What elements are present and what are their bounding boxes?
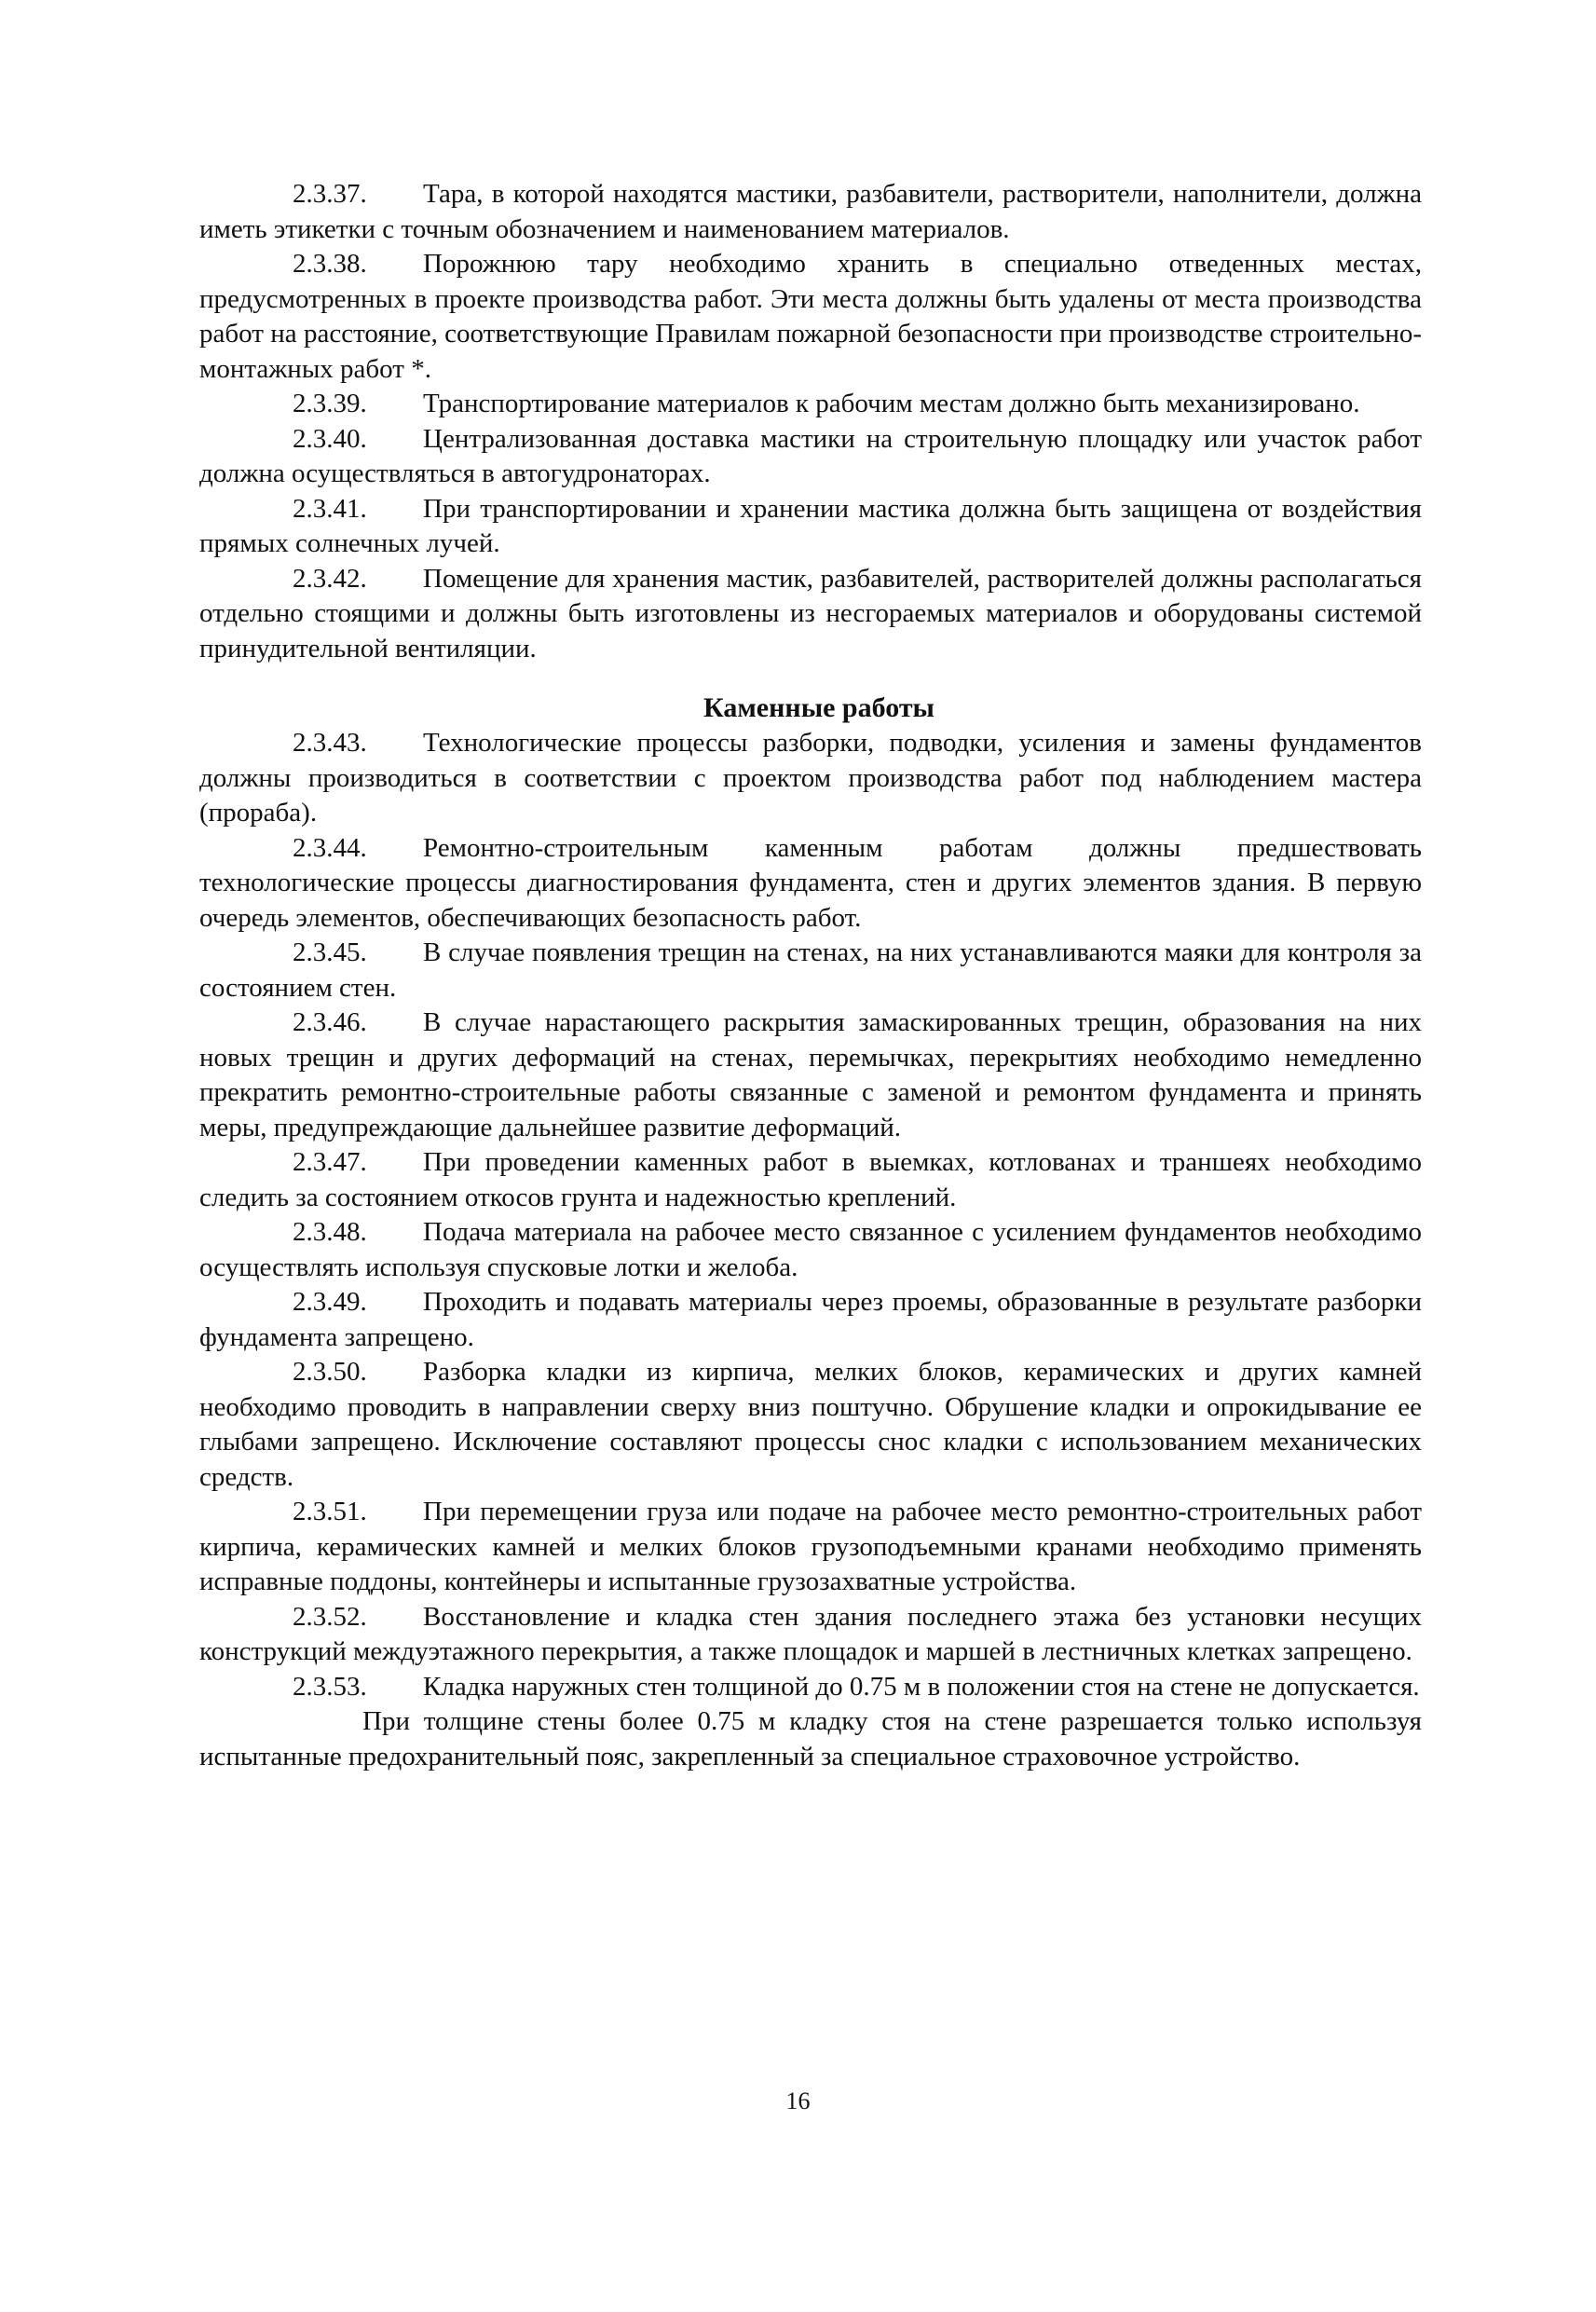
- paragraph-text: Порожнюю тару необходимо хранить в специально отведенных местах, предусмотренных в проекте производства работ. Эти места должны быть удалены от места производства работ на расстояние, соответствующие Правилам пожарной безопасности при производстве строительно-монтажных работ *.: [199, 249, 1422, 384]
- paragraph-2-3-51: [199, 1495, 1422, 1600]
- paragraph-number: 2.3.42.: [293, 563, 367, 594]
- paragraph-number: 2.3.45.: [293, 937, 367, 967]
- page-content: [199, 177, 1422, 1774]
- paragraph-2-3-37: [199, 177, 1422, 247]
- paragraph-2-3-48: [199, 1215, 1422, 1285]
- paragraph-number: 2.3.38.: [293, 249, 367, 279]
- paragraph-text: Помещение для хранения мастик, разбавителей, растворителей должны располагаться отдельно стоящими и должны быть изготовлены из несгораемых материалов и оборудованы системой принудительной вентиляции.: [199, 563, 1422, 664]
- paragraph-2-3-45: [199, 936, 1422, 1006]
- paragraph-number: 2.3.41.: [293, 493, 367, 524]
- paragraph-text: Восстановление и кладка стен здания последнего этажа без установки несущих конструкций междуэтажного перекрытия, а также площадок и маршей в лестничных клетках запрещено.: [199, 1601, 1422, 1666]
- paragraph-2-3-46: [199, 1006, 1422, 1145]
- continuation-paragraph: При толщине стены более 0.75 м кладку стоя на стене разрешается только используя испытанные предохранительный пояс, закрепленный за специальное страховочное устройство.: [199, 1706, 1422, 1772]
- paragraph-2-3-40: [199, 422, 1422, 492]
- paragraph-number: 2.3.46.: [293, 1007, 367, 1037]
- paragraph-2-3-38: [199, 247, 1422, 387]
- paragraph-2-3-39: [199, 387, 1422, 422]
- paragraph-text: Тара, в которой находятся мастики, разбавители, растворители, наполнители, должна иметь этикетки с точным обозначением и наименованием материалов.: [199, 179, 1422, 244]
- paragraph-text: В случае нарастающего раскрытия замаскированных трещин, образования на них новых трещин и других деформаций на стенах, перемычках, перекрытиях необходимо немедленно прекратить ремонтно-строительные работы связанные с заменой и ремонтом фундамента и принять меры, предупреждающие дальнейшее развитие деформаций.: [199, 1007, 1422, 1142]
- paragraph-text: Разборка кладки из кирпича, мелких блоков, керамических и других камней необходимо проводить в направлении сверху вниз поштучно. Обрушение кладки и опрокидывание ее глыбами запрещено. Исключение составляют процессы снос кладки с использованием механических средств.: [199, 1357, 1422, 1492]
- paragraph-number: 2.3.50.: [293, 1357, 367, 1387]
- paragraph-2-3-49: [199, 1285, 1422, 1355]
- paragraph-2-3-50: [199, 1355, 1422, 1495]
- paragraph-text: Централизованная доставка мастики на строительную площадку или участок работ должна осуществляться в автогудронаторах.: [199, 423, 1422, 488]
- paragraph-number: 2.3.47.: [293, 1147, 367, 1177]
- paragraph-text: Проходить и подавать материалы через проемы, образованные в результате разборки фундамента запрещено.: [199, 1287, 1422, 1352]
- paragraph-text: При проведении каменных работ в выемках, котлованах и траншеях необходимо следить за состоянием откосов грунта и надежностью креплений.: [199, 1147, 1422, 1212]
- paragraph-number: 2.3.53.: [293, 1671, 367, 1702]
- paragraph-text: Подача материала на рабочее место связанное с усилением фундаментов необходимо осуществлять используя спусковые лотки и желоба.: [199, 1217, 1422, 1282]
- paragraph-2-3-52: [199, 1600, 1422, 1670]
- paragraph-text: При транспортировании и хранении мастика должна быть защищена от воздействия прямых солнечных лучей.: [199, 493, 1422, 558]
- paragraph-number: 2.3.52.: [293, 1601, 367, 1632]
- paragraph-number: 2.3.49.: [293, 1287, 367, 1317]
- paragraph-text: Транспортирование материалов к рабочим местам должно быть механизировано.: [423, 389, 1360, 418]
- paragraph-2-3-41: [199, 492, 1422, 562]
- paragraph-number: 2.3.51.: [293, 1497, 367, 1526]
- paragraph-number: 2.3.43.: [293, 728, 367, 758]
- paragraph-number: 2.3.44.: [293, 832, 367, 863]
- paragraph-2-3-44: [199, 831, 1422, 937]
- paragraph-number: 2.3.37.: [293, 179, 367, 209]
- paragraph-2-3-47: [199, 1145, 1422, 1215]
- page-number: 16: [785, 2087, 811, 2114]
- paragraph-2-3-42: [199, 562, 1422, 667]
- paragraph-text: При перемещении груза или подаче на рабочее место ремонтно-строительных работ кирпича, керамических камней и мелких блоков грузоподъемными кранами необходимо применять исправные поддоны, контейнеры и испытанные грузозахватные устройства.: [199, 1497, 1422, 1596]
- paragraph-text: Кладка наружных стен толщиной до 0.75 м в положении стоя на стене не допускается.: [423, 1671, 1420, 1702]
- paragraph-text: Технологические процессы разборки, подводки, усиления и замены фундаментов должны производиться в соответствии с проектом производства работ под наблюдением мастера (прораба).: [199, 728, 1422, 828]
- section-title: Каменные работы: [703, 692, 934, 723]
- paragraph-text: Ремонтно-строительным каменным работам должны предшествовать технологические процессы диагностирования фундамента, стен и других элементов здания. В первую очередь элементов, обеспечивающих безопасность работ.: [199, 832, 1422, 933]
- paragraph-number: 2.3.48.: [293, 1217, 367, 1247]
- paragraph-2-3-43: [199, 726, 1422, 831]
- paragraph-number: 2.3.40.: [293, 423, 367, 454]
- paragraph-number: 2.3.39.: [293, 389, 367, 418]
- paragraph-text: В случае появления трещин на стенах, на них устанавливаются маяки для контроля за состоянием стен.: [199, 937, 1422, 1003]
- paragraph-2-3-53: [199, 1670, 1422, 1705]
